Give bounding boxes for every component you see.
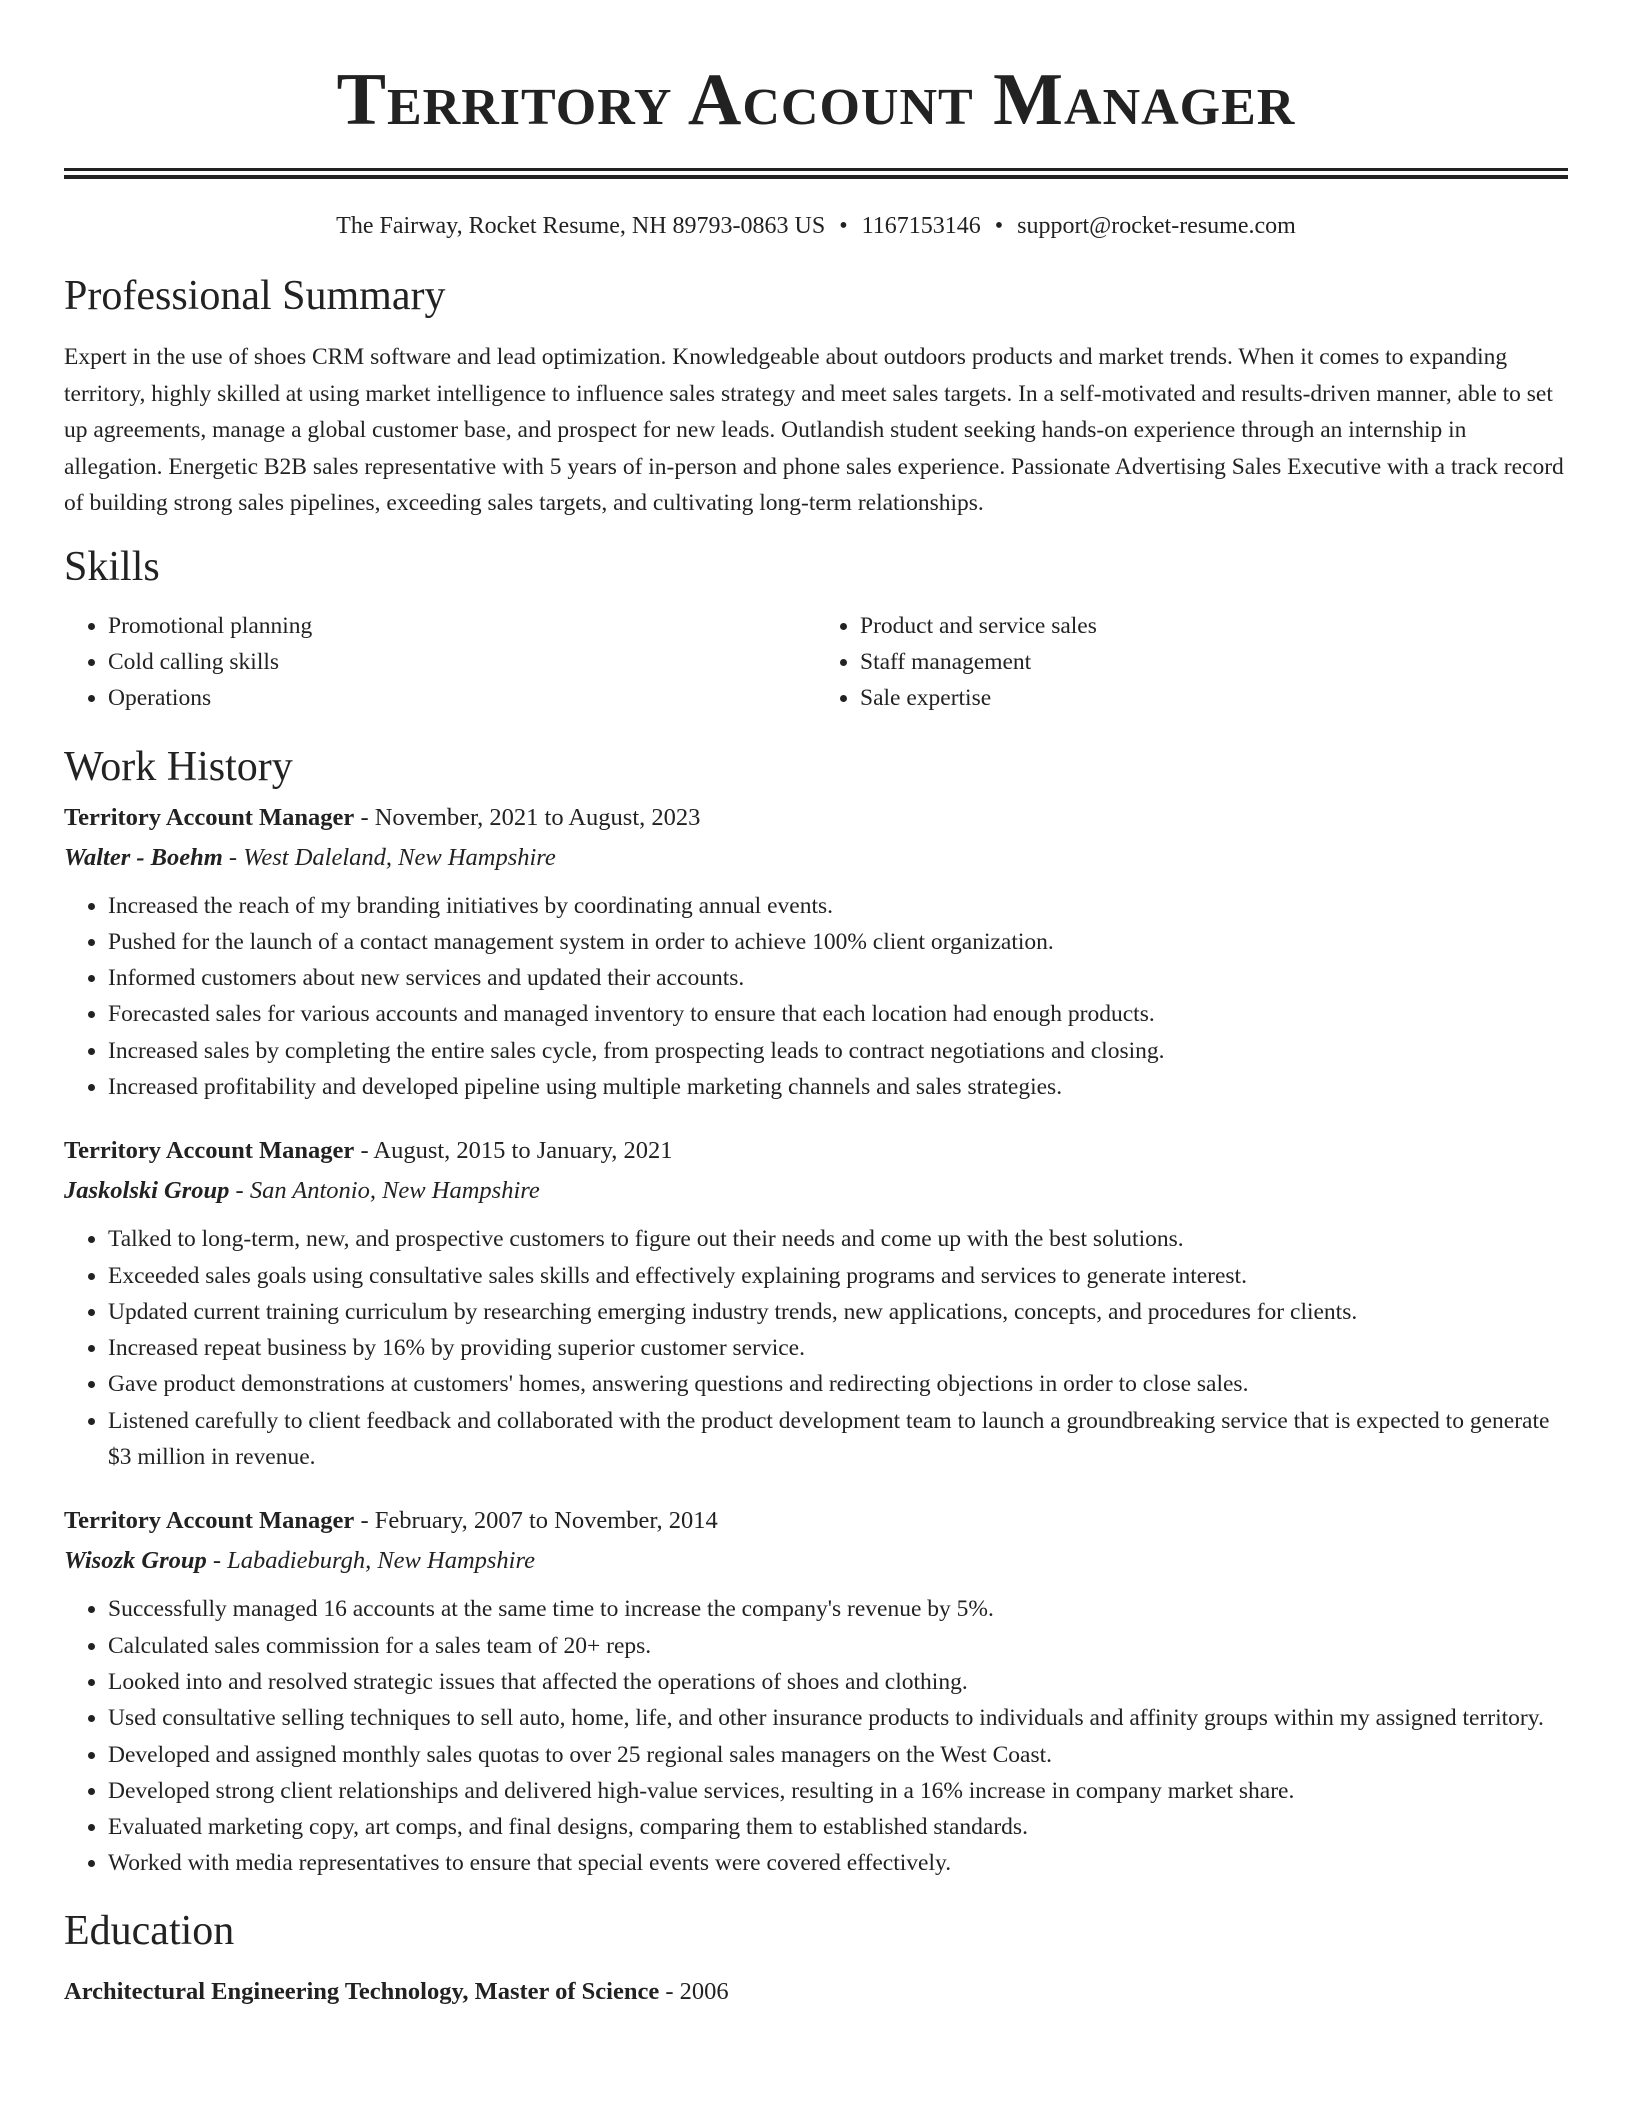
job-bullet: • Exceeded sales goals using consultative sales skills and effectively explaining programs and services to generate interest. <box>108 1258 1568 1294</box>
job-bullet: • Calculated sales commission for a sales team of 20+ reps. <box>108 1628 1568 1664</box>
contact-line <box>64 211 1568 241</box>
job-header <box>64 1131 1568 1171</box>
work-history-heading: Work History <box>64 743 293 790</box>
skill-item: • Sale expertise <box>860 680 1568 716</box>
education-entry <box>64 1972 1568 2012</box>
job-bullet: • Increased repeat business by 16% by providing superior customer service. <box>108 1330 1568 1366</box>
job-dates: - February, 2007 to November, 2014 <box>354 1507 718 1535</box>
job-bullet: • Pushed for the launch of a contact management system in order to achieve 100% client organization. <box>108 924 1568 960</box>
contact-email: support@rocket-resume.com <box>1017 213 1296 239</box>
job-bullet: • Listened carefully to client feedback and collaborated with the product development team to launch a groundbreaking service that is expected to generate $3 million in revenue. <box>108 1403 1568 1476</box>
job-title: Territory Account Manager <box>64 803 355 831</box>
job-bullet: • Looked into and resolved strategic issues that affected the operations of shoes and clothing. <box>108 1664 1568 1700</box>
job-title: Territory Account Manager <box>64 1507 355 1535</box>
skill-item: • Operations <box>108 680 816 716</box>
job-bullets <box>64 888 1568 1106</box>
job-dates: - August, 2015 to January, 2021 <box>354 1137 673 1165</box>
job-company: Wisozk Group <box>64 1547 207 1575</box>
skills-columns <box>64 608 1568 716</box>
job-bullet: • Updated current training curriculum by researching emerging industry trends, new applications, concepts, and procedures for clients. <box>108 1294 1568 1330</box>
job-bullet: • Developed and assigned monthly sales quotas to over 25 regional sales managers on the West Coast. <box>108 1737 1568 1773</box>
job-location: - San Antonio, New Hampshire <box>229 1177 540 1205</box>
header-double-rule <box>64 168 1568 179</box>
skill-item: • Product and service sales <box>860 608 1568 644</box>
job-company: Walter - Boehm <box>64 843 223 871</box>
job-entry <box>64 1501 1568 1881</box>
summary-text: Expert in the use of shoes CRM software and lead optimization. Knowledgeable about outdoors products and market trends. When it comes to expanding territory, highly skilled at using market intelligence to influence sales strategy and meet sales targets. In a self-motivated and results-driven manner, able to set up agreements, manage a global customer base, and prospect for new leads. Outlandish student seeking hands-on experience through an internship in allegation. Energetic B2B sales representative with 5 years of in-person and phone sales experience. Passionate Advertising Sales Executive with a track record of building strong sales pipelines, exceeding sales targets, and cultivating long-term relationships. <box>64 344 1564 516</box>
skills-heading: Skills <box>64 543 160 590</box>
job-entry <box>64 1131 1568 1475</box>
education-degree: Architectural Engineering Technology, Master of Science <box>64 1977 660 2005</box>
job-dates: - November, 2021 to August, 2023 <box>354 803 701 831</box>
education-year: - 2006 <box>659 1977 729 2005</box>
contact-address: The Fairway, Rocket Resume, NH 89793-0863 US <box>336 213 826 239</box>
job-bullet: • Forecasted sales for various accounts and managed inventory to ensure that each location had enough products. <box>108 996 1568 1032</box>
job-bullet: • Informed customers about new services and updated their accounts. <box>108 960 1568 996</box>
job-bullets <box>64 1221 1568 1475</box>
job-bullet: • Worked with media representatives to ensure that special events were covered effectively. <box>108 1845 1568 1881</box>
job-location: - West Daleland, New Hampshire <box>222 843 556 871</box>
job-location: - Labadieburgh, New Hampshire <box>206 1547 535 1575</box>
job-org <box>64 1171 1568 1211</box>
summary-heading: Professional Summary <box>64 273 446 319</box>
job-bullet: • Successfully managed 16 accounts at the same time to increase the company's revenue by 5%. <box>108 1591 1568 1627</box>
contact-separator: • <box>994 213 1004 239</box>
resume-name-title: Territory Account Manager <box>336 59 1296 141</box>
skills-list-right <box>816 608 1568 716</box>
skill-item: • Staff management <box>860 644 1568 680</box>
job-entry <box>64 798 1568 1106</box>
job-header <box>64 1501 1568 1541</box>
job-bullets <box>64 1591 1568 1881</box>
job-bullet: • Used consultative selling techniques to sell auto, home, life, and other insurance products to individuals and affinity groups within my assigned territory. <box>108 1700 1568 1736</box>
job-org <box>64 1541 1568 1581</box>
job-org <box>64 838 1568 878</box>
job-bullet: • Developed strong client relationships and delivered high-value services, resulting in a 16% increase in company market share. <box>108 1773 1568 1809</box>
contact-separator: • <box>839 213 848 239</box>
job-bullet: • Gave product demonstrations at customers' homes, answering questions and redirecting objections in order to close sales. <box>108 1366 1568 1402</box>
job-bullet: • Increased sales by completing the entire sales cycle, from prospecting leads to contract negotiations and closing. <box>108 1033 1568 1069</box>
job-bullet: • Increased the reach of my branding initiatives by coordinating annual events. <box>108 888 1568 924</box>
skill-item: • Cold calling skills <box>108 644 816 680</box>
job-bullet: • Talked to long-term, new, and prospective customers to figure out their needs and come up with the best solutions. <box>108 1221 1568 1257</box>
job-company: Jaskolski Group <box>64 1177 230 1205</box>
job-header <box>64 798 1568 838</box>
job-title: Territory Account Manager <box>64 1137 355 1165</box>
skills-list-left <box>64 608 816 716</box>
job-bullet: • Evaluated marketing copy, art comps, and final designs, comparing them to established standards. <box>108 1809 1568 1845</box>
contact-phone: 1167153146 <box>861 213 981 239</box>
job-bullet: • Increased profitability and developed pipeline using multiple marketing channels and sales strategies. <box>108 1069 1568 1105</box>
skill-item: • Promotional planning <box>108 608 816 644</box>
education-heading: Education <box>64 1907 235 1954</box>
